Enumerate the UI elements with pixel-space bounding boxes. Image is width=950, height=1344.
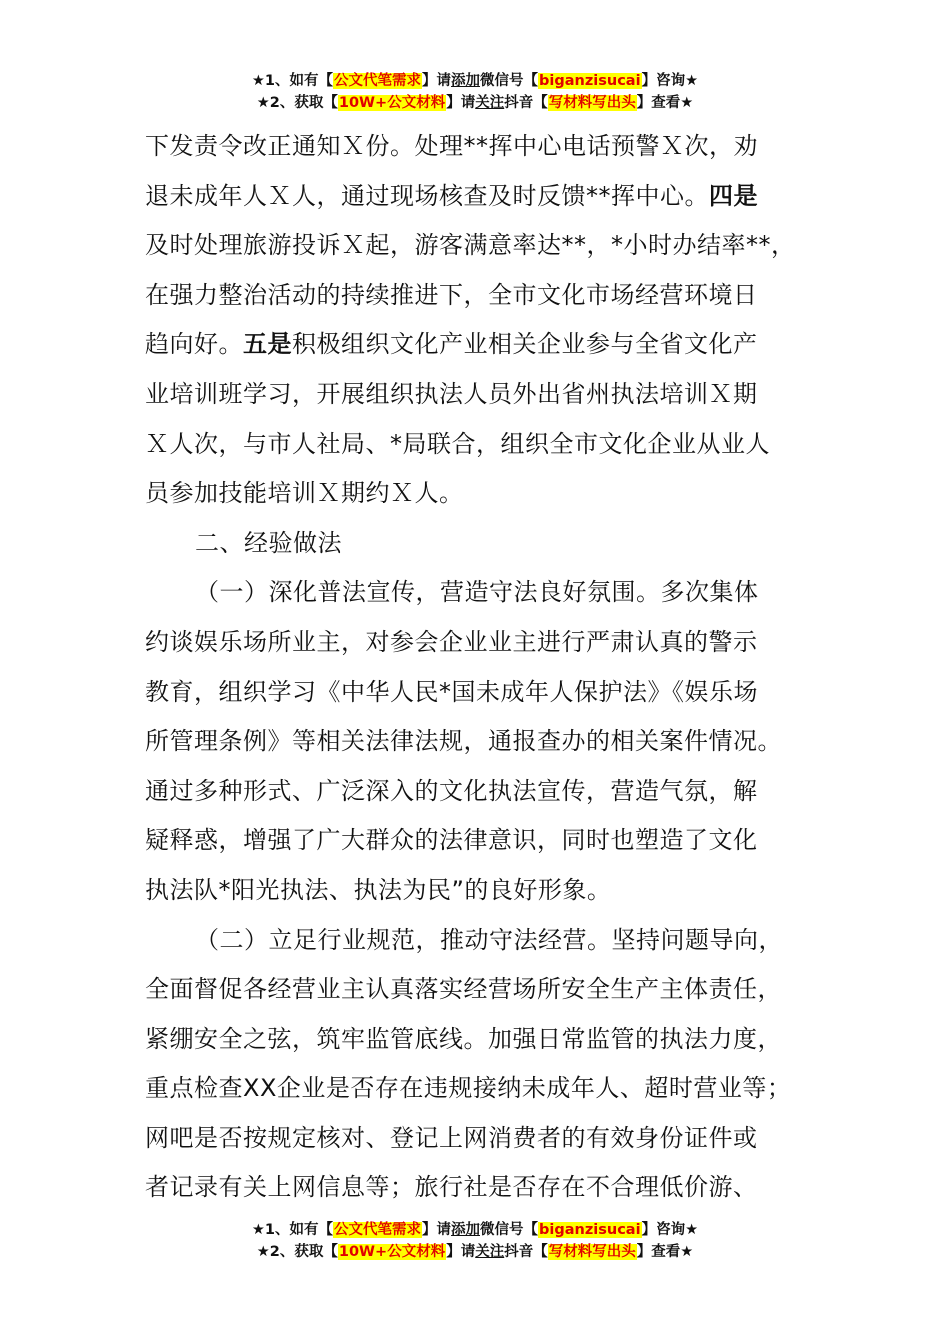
banner-text: 】请 — [422, 73, 452, 89]
paragraph-line: 业培训班学习，开展组织执法人员外出省州执法培训Ｘ期 — [145, 379, 758, 408]
banner-text: 微信号【 — [480, 1222, 539, 1238]
paragraph-line: 在强力整治活动的持续推进下，全市文化市场经营环境日 — [145, 280, 758, 309]
section-heading: 二、经验做法 — [195, 528, 342, 557]
bold-marker: 四是 — [709, 181, 758, 210]
bold-marker: 五是 — [243, 330, 292, 359]
highlight-wechat-id: biganzisucai — [539, 1222, 641, 1238]
banner-text: 】查看★ — [636, 95, 694, 111]
subsection-heading-line: （二）立足行业规范，推动守法经营。坚持问题导向， — [195, 925, 783, 954]
document-body — [145, 122, 835, 1213]
paragraph-line: 员参加技能培训Ｘ期约Ｘ人。 — [145, 479, 464, 508]
paragraph-line: 及时处理旅游投诉Ｘ起，游客满意率达**，*小时办结率**， — [145, 231, 796, 260]
paragraph-line: 网吧是否按规定核对、登记上网消费者的有效身份证件或 — [145, 1123, 758, 1152]
paragraph-line: 者记录有关上网信息等；旅行社是否存在不合理低价游、 — [145, 1173, 758, 1202]
line-text: 退未成年人Ｘ人，通过现场核查及时反馈**挥中心。 — [145, 181, 709, 210]
paragraph-line: 约谈娱乐场所业主，对参会企业业主进行严肃认真的警示 — [145, 627, 758, 656]
paragraph-line: 执法队*阳光执法、执法为民”的良好形象。 — [145, 875, 612, 904]
footer-banner — [0, 1219, 950, 1263]
subsection-heading-line: （一）深化普法宣传，营造守法良好氛围。多次集体 — [195, 578, 759, 607]
header-banner — [0, 70, 950, 114]
paragraph-line — [145, 172, 835, 222]
line-text: 趋向好。 — [145, 330, 243, 359]
highlight-douyin: 写材料写出头 — [548, 95, 636, 111]
banner-line-1 — [0, 70, 950, 92]
banner-text: ★1、如有【 — [251, 73, 334, 89]
banner-text: 】请 — [446, 95, 476, 111]
highlight-service: 公文代笔需求 — [334, 73, 422, 89]
banner-text: ★2、获取【 — [256, 1244, 338, 1260]
banner-text: 】请 — [446, 1244, 476, 1260]
highlight-materials: 10W+公文材料 — [338, 1244, 446, 1260]
banner-text: 】咨询★ — [641, 73, 699, 89]
banner-text: 抖音【 — [504, 95, 548, 111]
highlight-service: 公文代笔需求 — [334, 1222, 422, 1238]
paragraph-line: 全面督促各经营业主认真落实经营场所安全生产主体责任， — [145, 975, 782, 1004]
banner-line-1 — [0, 1219, 950, 1241]
paragraph-line: 所管理条例》等相关法律法规，通报查办的相关案件情况。 — [145, 727, 782, 756]
banner-underlined: 添加 — [451, 1222, 481, 1238]
banner-underlined: 关注 — [475, 95, 505, 111]
banner-text: 】咨询★ — [641, 1222, 699, 1238]
paragraph-line: 下发责令改正通知Ｘ份。处理**挥中心电话预警Ｘ次，劝 — [145, 132, 758, 160]
banner-line-2 — [0, 1241, 950, 1263]
banner-underlined: 添加 — [451, 73, 481, 89]
banner-text: 微信号【 — [480, 73, 539, 89]
paragraph-line: 重点检查XX企业是否存在违规接纳未成年人、超时营业等； — [145, 1074, 792, 1103]
banner-text: 】查看★ — [636, 1244, 694, 1260]
highlight-wechat-id: biganzisucai — [539, 73, 641, 89]
banner-text: ★2、获取【 — [256, 95, 338, 111]
paragraph-line — [145, 320, 835, 370]
paragraph-line: 疑释惑，增强了广大群众的法律意识，同时也塑造了文化 — [145, 826, 758, 855]
banner-text: 抖音【 — [504, 1244, 548, 1260]
paragraph-line: 紧绷安全之弦，筑牢监管底线。加强日常监管的执法力度， — [145, 1024, 782, 1053]
banner-text: 】请 — [422, 1222, 452, 1238]
line-text: 积极组织文化产业相关企业参与全省文化产 — [292, 330, 758, 359]
banner-underlined: 关注 — [475, 1244, 505, 1260]
highlight-materials: 10W+公文材料 — [338, 95, 446, 111]
paragraph-line: Ｘ人次，与市人社局、*局联合，组织全市文化企业从业人 — [145, 429, 770, 458]
highlight-douyin: 写材料写出头 — [548, 1244, 636, 1260]
banner-text: ★1、如有【 — [251, 1222, 334, 1238]
paragraph-line: 教育，组织学习《中华人民*国未成年人保护法》《娱乐场 — [145, 677, 758, 706]
paragraph-line: 通过多种形式、广泛深入的文化执法宣传，营造气氛，解 — [145, 776, 758, 805]
banner-line-2 — [0, 92, 950, 114]
